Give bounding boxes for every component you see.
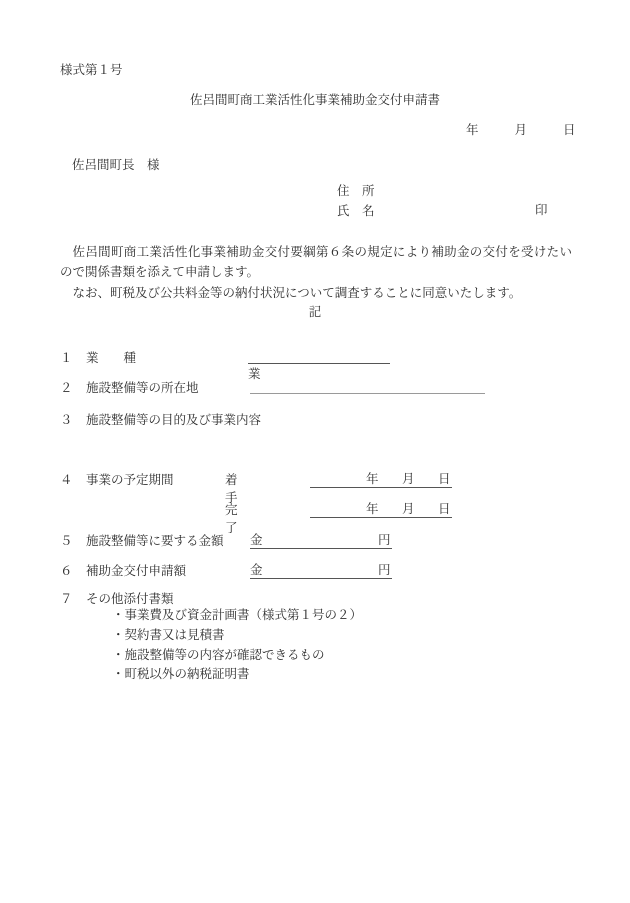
form-number: 様式第１号 xyxy=(60,62,123,77)
item-5-money-prefix: 金 xyxy=(250,532,263,547)
body-paragraph-2: なお、町税及び公共料金等の納付状況について調査することに同意いたします。 xyxy=(72,284,522,300)
item-4-number: ４ xyxy=(60,472,73,487)
item-4-end-day: 日 xyxy=(438,501,451,516)
item-4-start-month: 月 xyxy=(402,471,415,486)
item-1-industry xyxy=(60,348,261,381)
attachment-list xyxy=(112,605,362,684)
document-title: 佐呂間町商工業活性化事業補助金交付申請書 xyxy=(189,92,440,107)
item-4-end-label: 完 了 xyxy=(225,502,251,535)
date-line xyxy=(466,120,575,138)
item-6-money-prefix: 金 xyxy=(250,562,263,577)
item-5-required-amount xyxy=(60,531,391,549)
item-5-money-suffix: 円 xyxy=(378,532,391,547)
item-6-money-suffix: 円 xyxy=(378,562,391,577)
date-month-label: 月 xyxy=(514,122,527,137)
item-3-label: 施設整備等の目的及び事業内容 xyxy=(85,412,261,427)
item-1-input-line[interactable] xyxy=(248,348,390,364)
item-4-start-input-line[interactable] xyxy=(310,470,452,488)
body-paragraph-1: 佐呂間町商工業活性化事業補助金交付要綱第６条の規定により補助金の交付を受けたいので関係書類を添えて申請します。 xyxy=(60,244,572,280)
item-6-subsidy-amount xyxy=(60,561,391,579)
attachment-item: ・契約書又は見積書 xyxy=(112,626,225,642)
item-6-number: ６ xyxy=(60,563,73,578)
body-text xyxy=(60,242,572,303)
attachment-item: ・施設整備等の内容が確認できるもの xyxy=(112,646,325,662)
date-day-label: 日 xyxy=(562,122,576,137)
item-5-number: ５ xyxy=(60,533,73,548)
item-2-field-group xyxy=(250,378,485,394)
item-5-input-line[interactable] xyxy=(250,531,392,549)
item-4-start-label: 着 手 xyxy=(225,472,251,505)
item-1-label: 業 種 xyxy=(85,350,136,365)
attachment-item: ・事業費及び資金計画書（様式第１号の２） xyxy=(112,607,363,622)
applicant-address-label: 住 所 xyxy=(337,183,375,198)
item-4-start-year: 年 xyxy=(366,471,379,486)
item-4-end-input-line[interactable] xyxy=(310,500,452,518)
item-4-period-start xyxy=(60,470,451,505)
item-7-label: その他添付書類 xyxy=(85,591,174,606)
addressee: 佐呂間町長 様 xyxy=(72,157,160,172)
item-2-number: ２ xyxy=(60,380,73,395)
item-7-number: ７ xyxy=(60,591,73,606)
ki-marker: 記 xyxy=(308,304,322,319)
applicant-name-label: 氏 名 xyxy=(337,203,375,218)
item-4-start-day: 日 xyxy=(438,471,451,486)
item-1-field-group xyxy=(248,348,390,382)
item-2-label: 施設整備等の所在地 xyxy=(85,380,199,395)
applicant-address-row xyxy=(337,181,375,201)
item-4-end-year: 年 xyxy=(366,501,379,516)
item-1-suffix: 業 xyxy=(248,366,261,381)
applicant-block xyxy=(337,181,375,221)
item-1-number: １ xyxy=(60,350,73,365)
item-5-label: 施設整備等に要する金額 xyxy=(85,533,224,548)
date-year-label: 年 xyxy=(466,122,479,137)
item-4-end-month: 月 xyxy=(402,501,415,516)
item-3-purpose xyxy=(60,410,261,428)
item-6-label: 補助金交付申請額 xyxy=(85,563,186,578)
item-4-label: 事業の予定期間 xyxy=(85,472,174,487)
item-6-input-line[interactable] xyxy=(250,561,392,579)
seal-label: 印 xyxy=(535,202,548,217)
item-2-location xyxy=(60,378,199,396)
item-2-input-line[interactable] xyxy=(250,378,485,394)
item-3-number: ３ xyxy=(60,412,73,427)
attachment-item: ・町税以外の納税証明書 xyxy=(112,666,250,682)
applicant-name-row xyxy=(337,201,375,221)
